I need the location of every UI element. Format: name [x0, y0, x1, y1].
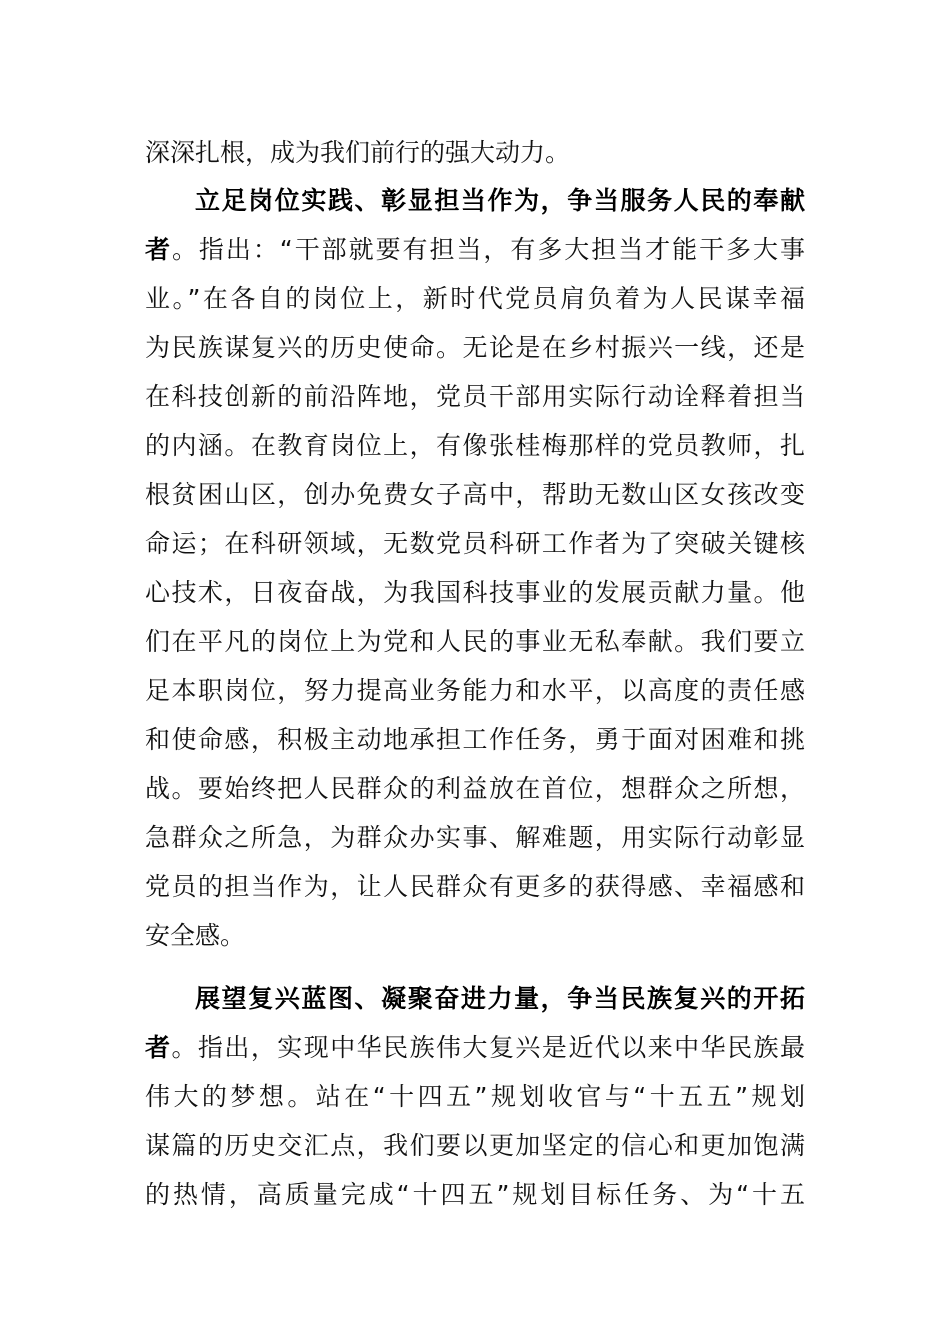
section-heading-line: [195, 181, 805, 221]
text-line: [145, 720, 805, 760]
text-line: [145, 1077, 805, 1117]
text-run: 的内涵。在教育岗位上，有像张桂梅那样的党员教师，扎: [145, 431, 805, 460]
text-run: 业。”在各自的岗位上，新时代党员肩负着为人民谋幸福: [145, 284, 805, 313]
text-run: 的热情，高质量完成“十四五”规划目标任务、为“十五: [145, 1180, 805, 1209]
text-run: 急群众之所急，为群众办实事、解难题，用实际行动彰显: [145, 823, 805, 852]
text-run: 根贫困山区，创办免费女子高中，帮助无数山区女孩改变: [145, 480, 805, 509]
text-line: [145, 916, 805, 956]
text-line: [145, 377, 805, 417]
text-run: 。指出：“干部就要有担当，有多大担当才能干多大事: [171, 235, 805, 264]
text-run: 和使命感，积极主动地承担工作任务，勇于面对困难和挑: [145, 725, 805, 754]
text-run: 在科技创新的前沿阵地，党员干部用实际行动诠释着担当: [145, 382, 805, 411]
text-line: [145, 279, 805, 319]
text-run: 党员的担当作为，让人民群众有更多的获得感、幸福感和: [145, 872, 805, 901]
bold-heading: 者: [145, 235, 172, 264]
text-run: 们在平凡的岗位上为党和人民的事业无私奉献。我们要立: [145, 627, 805, 656]
text-run: 伟大的梦想。站在“十四五”规划收官与“十五五”规划: [145, 1082, 805, 1111]
text-line: [145, 573, 805, 613]
text-line: [145, 818, 805, 858]
text-line: [145, 671, 805, 711]
text-line: [145, 133, 805, 173]
text-run: 足本职岗位，努力提高业务能力和水平，以高度的责任感: [145, 676, 805, 705]
text-line: [145, 867, 805, 907]
bold-heading: 者: [145, 1033, 172, 1062]
text-line: [145, 769, 805, 809]
text-line: [145, 230, 805, 270]
text-run: 心技术，日夜奋战，为我国科技事业的发展贡献力量。他: [145, 578, 805, 607]
text-run: 为民族谋复兴的历史使命。无论是在乡村振兴一线，还是: [145, 333, 805, 362]
section-heading-line: [195, 979, 805, 1019]
text-line: [145, 426, 805, 466]
text-run: 安全感。: [145, 921, 246, 950]
text-run: 命运；在科研领域，无数党员科研工作者为了突破关键核: [145, 529, 805, 558]
text-line: [145, 1126, 805, 1166]
text-run: 谋篇的历史交汇点，我们要以更加坚定的信心和更加饱满: [145, 1131, 805, 1160]
text-line: [145, 1175, 805, 1215]
text-line: [145, 622, 805, 662]
text-run: 战。要始终把人民群众的利益放在首位，想群众之所想，: [145, 774, 805, 803]
text-line: [145, 524, 805, 564]
bold-heading: 展望复兴蓝图、凝聚奋进力量，争当民族复兴的开拓: [195, 984, 805, 1013]
text-line: [145, 1028, 805, 1068]
text-line: [145, 328, 805, 368]
text-line: [145, 475, 805, 515]
bold-heading: 立足岗位实践、彰显担当作为，争当服务人民的奉献: [195, 186, 805, 215]
text-run: 深深扎根，成为我们前行的强大动力。: [145, 138, 571, 167]
text-run: 。指出，实现中华民族伟大复兴是近代以来中华民族最: [171, 1033, 805, 1062]
